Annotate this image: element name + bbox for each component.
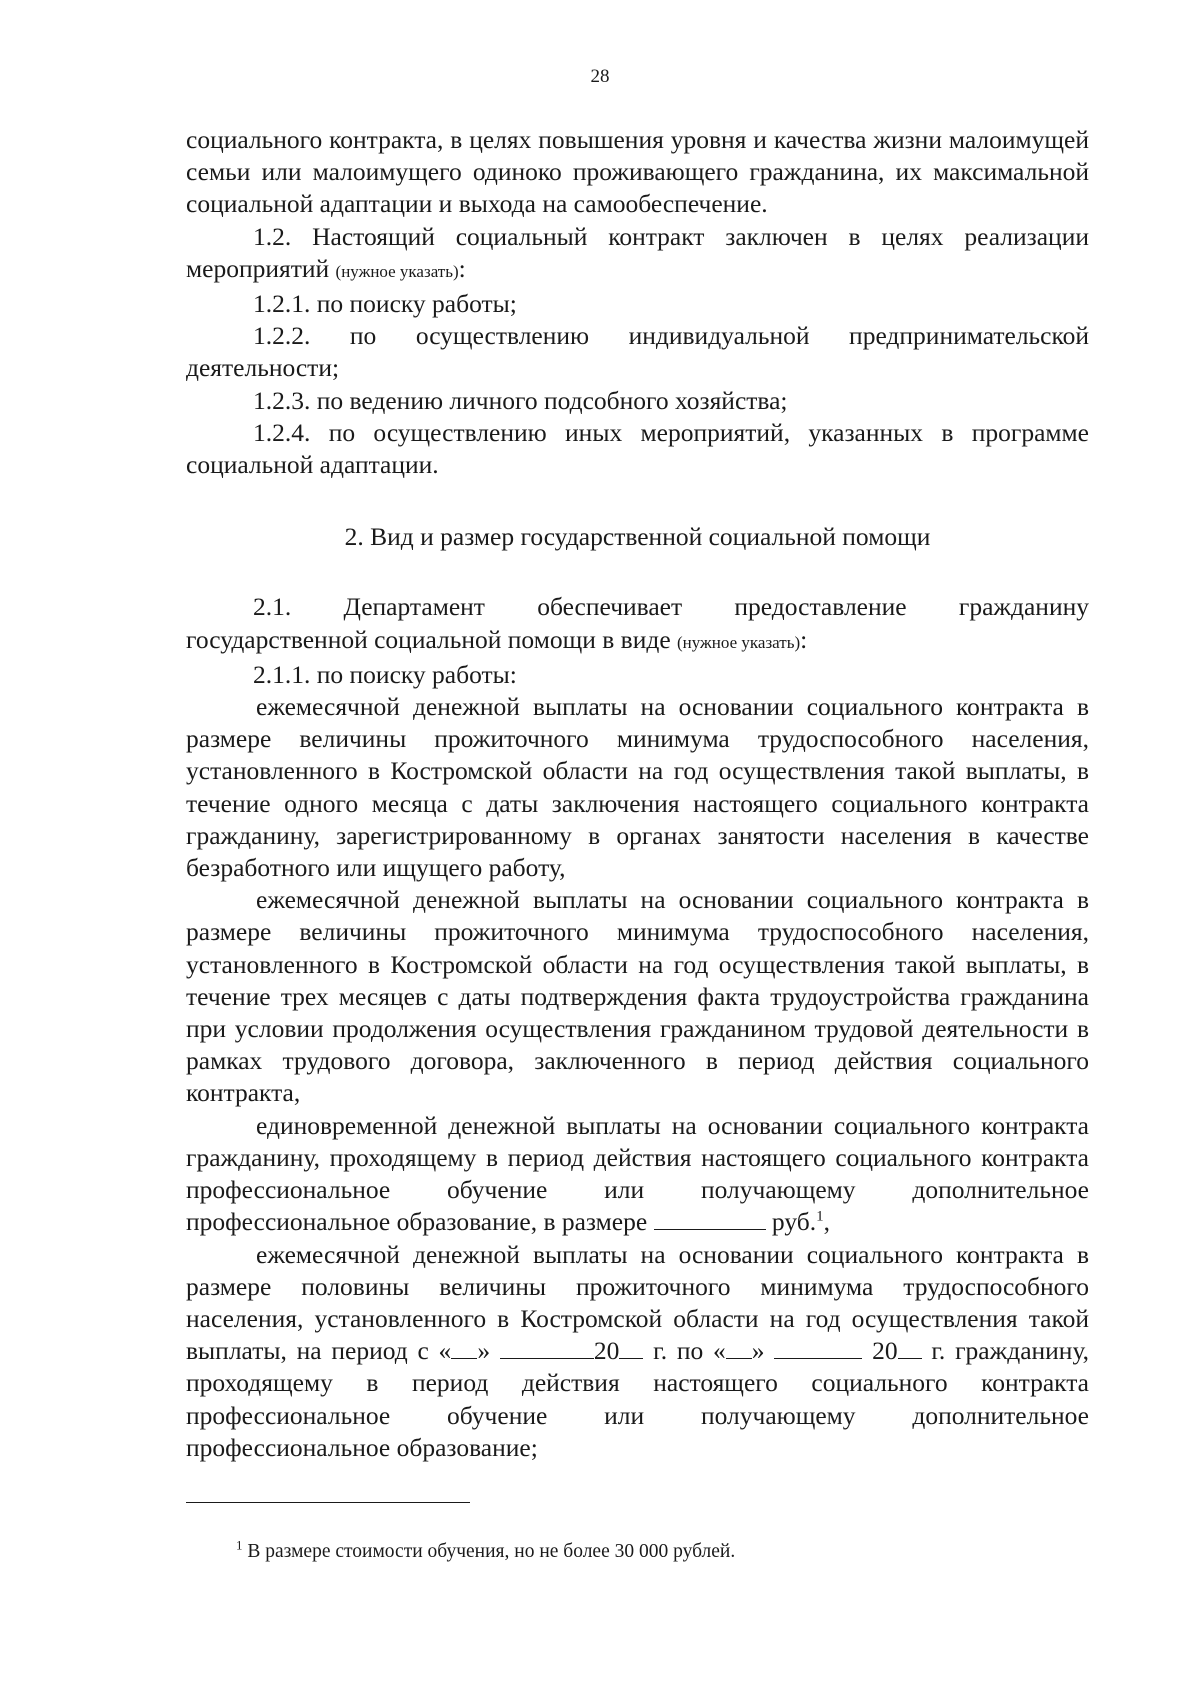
paragraph-2-1-note: (нужное указать) bbox=[677, 632, 801, 652]
paragraph-2-1-end: : bbox=[800, 624, 808, 654]
text-fragment-b: » bbox=[477, 1336, 500, 1366]
paragraph-1-2-text: 1.2. Настоящий социальный контракт заключен в целях реализации мероприятий bbox=[186, 221, 1089, 283]
paragraph-1-2-1: 1.2.1. по поиску работы; bbox=[253, 289, 517, 319]
paragraph-2-1 bbox=[186, 591, 1089, 658]
paragraph-payment-1: ежемесячной денежной выплаты на основании социального контракта в размере величины прожиточного минимума трудоспособного населения, установленного в Костромской области на год осуществления такой выплаты, в течение одного месяца с даты заключения настоящего социального контракта гражданину, зарегистрированному в органах занятости населения в качестве безработного или ищущего работу, bbox=[186, 692, 1089, 883]
text-fragment-e: » bbox=[751, 1336, 775, 1366]
start-month-blank bbox=[500, 1336, 594, 1359]
footnote-marker: 1 bbox=[236, 1537, 243, 1553]
paragraph-intro: социального контракта, в целях повышения уровня и качества жизни малоимущей семьи или малоимущего одиноко проживающего гражданина, их максимальной социальной адаптации и выхода на самообеспечение. bbox=[186, 125, 1089, 219]
paragraph-payment-3-end: , bbox=[823, 1207, 830, 1237]
end-year-blank bbox=[898, 1336, 922, 1359]
paragraph-1-2-3: 1.2.3. по ведению личного подсобного хозяйства; bbox=[253, 385, 788, 415]
paragraph-payment-3 bbox=[186, 1110, 1089, 1239]
end-day-blank bbox=[726, 1336, 752, 1359]
paragraph-2-1-1: 2.1.1. по поиску работы: bbox=[253, 659, 517, 689]
text-fragment-d: г. по « bbox=[643, 1336, 726, 1366]
amount-blank bbox=[654, 1207, 766, 1230]
paragraph-1-2-2: 1.2.2. по осуществлению индивидуальной предпринимательской деятельности; bbox=[186, 321, 1089, 383]
paragraph-payment-3-text: единовременной денежной выплаты на основании социального контракта гражданину, проходящему в период действия настоящего социального контракта профессиональное обучение или получающему дополнительное профессиональное образование, в размере bbox=[186, 1110, 1089, 1237]
page-number: 28 bbox=[590, 66, 610, 87]
paragraph-payment-4 bbox=[186, 1239, 1089, 1464]
start-year-blank bbox=[619, 1336, 643, 1359]
paragraph-1-2-end: : bbox=[458, 253, 466, 283]
footnote bbox=[236, 1537, 736, 1563]
text-fragment-c: 20 bbox=[593, 1336, 620, 1366]
text-fragment-f: 20 bbox=[862, 1336, 898, 1366]
currency-label: руб. bbox=[765, 1207, 817, 1237]
document-body bbox=[186, 124, 1089, 1464]
paragraph-payment-4-text: ежемесячной денежной выплаты на основании социального контракта в размере половины величины прожиточного минимума трудоспособного населения, установленного в Костромской области на год осуществления такой выплаты, на период с « bbox=[186, 1239, 1089, 1366]
footnote-ref: 1 bbox=[816, 1208, 824, 1225]
start-day-blank bbox=[451, 1336, 477, 1359]
section-heading: 2. Вид и размер государственной социальной помощи bbox=[344, 522, 931, 552]
paragraph-payment-4-end: г. гражданину, проходящему в период действия настоящего социального контракта профессиональное обучение или получающему дополнительное профессиональное образование; bbox=[186, 1336, 1090, 1462]
paragraph-1-2 bbox=[186, 221, 1089, 288]
paragraph-1-2-4: 1.2.4. по осуществлению иных мероприятий, указанных в программе социальной адаптации. bbox=[186, 417, 1089, 480]
end-month-blank bbox=[774, 1336, 862, 1359]
paragraph-payment-2: ежемесячной денежной выплаты на основании социального контракта в размере величины прожиточного минимума трудоспособного населения, установленного в Костромской области на год осуществления такой выплаты, в течение трех месяцев с даты подтверждения факта трудоустройства гражданина при условии продолжения осуществления гражданином трудовой деятельности в рамках трудового договора, заключенного в период действия социального контракта, bbox=[186, 885, 1089, 1108]
paragraph-2-1-text: 2.1. Департамент обеспечивает предоставление гражданину государственной социальной помощи в виде bbox=[186, 592, 1089, 654]
paragraph-1-2-note: (нужное указать) bbox=[335, 261, 459, 281]
footnote-text: В размере стоимости обучения, но не более 30 000 рублей. bbox=[242, 1541, 736, 1562]
footnote-separator bbox=[186, 1502, 470, 1503]
